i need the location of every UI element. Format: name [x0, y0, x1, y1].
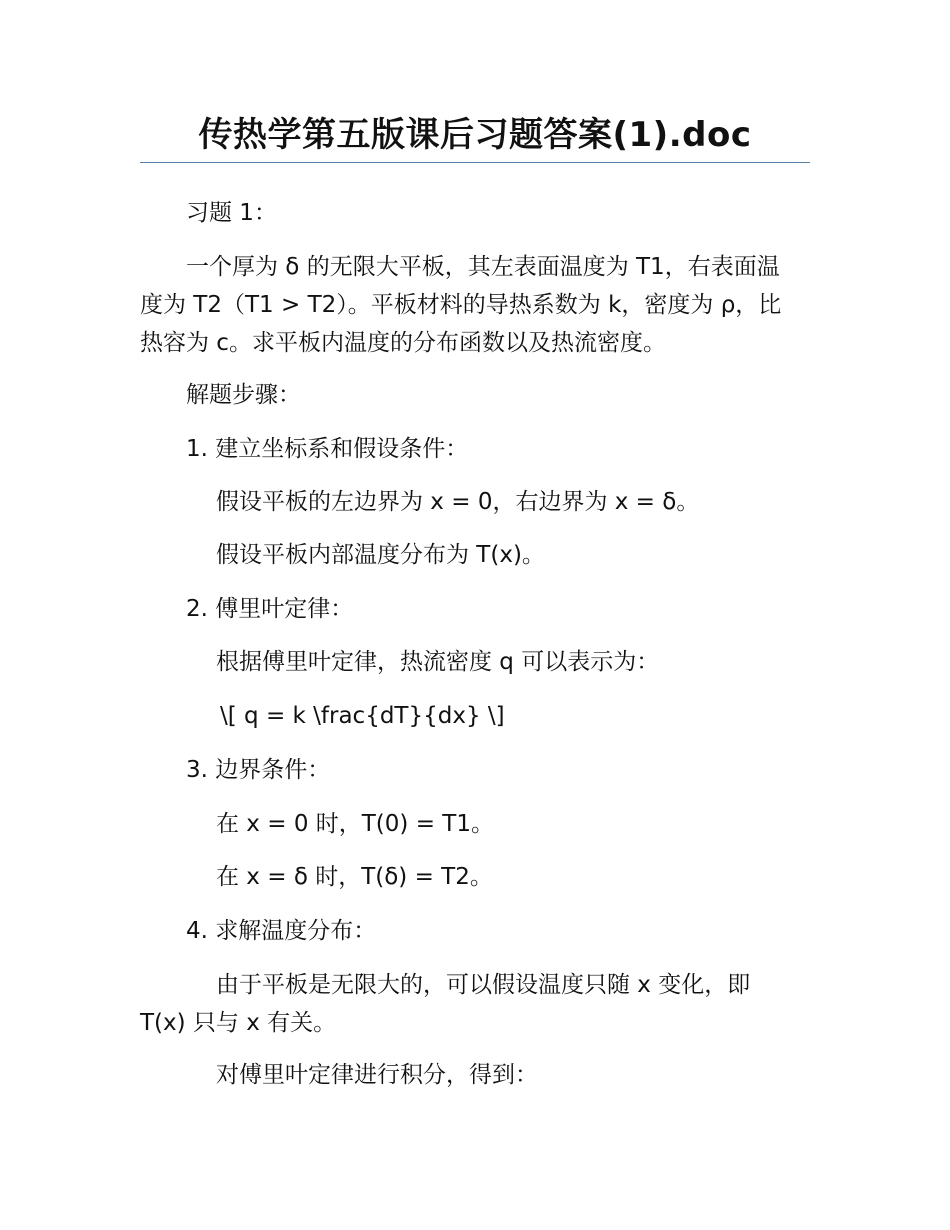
step-1-line-2: 假设平板内部温度分布为 T(x)。 [216, 542, 545, 568]
step-1-heading: 1. 建立坐标系和假设条件： [186, 436, 469, 462]
step-2-formula: \[ q = k \frac{dT}{dx} \] [220, 703, 505, 729]
document-title: 传热学第五版课后习题答案(1).doc [198, 115, 752, 155]
problem-text: 一个厚为 δ 的无限大平板，其左表面温度为 T1，右表面温度为 T2（T1 > T2）。平板材料的导热系数为 k，密度为 ρ，比热容为 c。求平板内温度的分布函数以及热流密度。 [140, 254, 782, 356]
step-4-heading: 4. 求解温度分布： [186, 918, 377, 944]
step-1-line-1: 假设平板的左边界为 x = 0，右边界为 x = δ。 [216, 489, 700, 515]
title-divider [140, 162, 810, 163]
step-3-heading: 3. 边界条件： [186, 757, 331, 783]
problem-heading: 习题 1： [186, 200, 277, 226]
step-4-line-1: 对傅里叶定律进行积分，得到： [216, 1062, 538, 1088]
step-2-line-1: 根据傅里叶定律，热流密度 q 可以表示为： [216, 649, 660, 675]
step-4-paragraph: 由于平板是无限大的，可以假设温度只随 x 变化，即 T(x) 只与 x 有关。 [140, 972, 751, 1036]
solution-heading: 解题步骤： [186, 382, 301, 408]
step-3-line-2: 在 x = δ 时，T(δ) = T2。 [216, 864, 493, 890]
step-3-line-1: 在 x = 0 时，T(0) = T1。 [216, 811, 494, 837]
step-2-heading: 2. 傅里叶定律： [186, 596, 354, 622]
